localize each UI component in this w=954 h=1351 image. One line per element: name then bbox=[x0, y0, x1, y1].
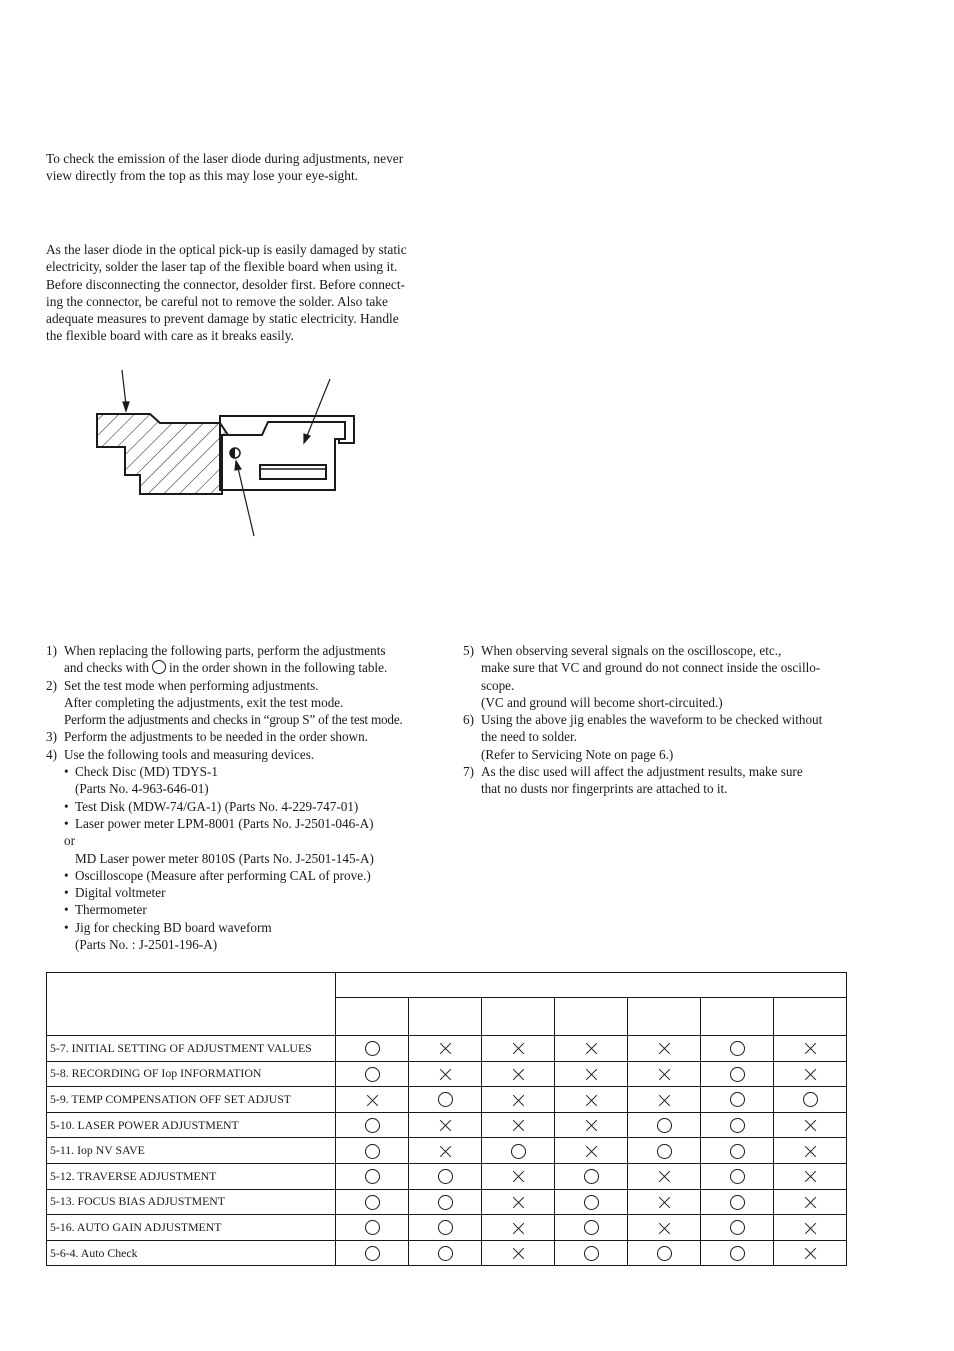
table-header-group bbox=[336, 973, 847, 998]
laser-warning-note bbox=[46, 150, 427, 185]
table-cell bbox=[555, 1138, 628, 1164]
circle-mark-icon bbox=[365, 1246, 380, 1261]
table-row-label: 5-11. Iop NV SAVE bbox=[47, 1138, 336, 1164]
circle-mark-icon bbox=[365, 1195, 380, 1210]
cross-mark-icon bbox=[584, 1119, 598, 1133]
cross-mark-icon bbox=[803, 1119, 817, 1133]
tool-item: • Laser power meter LPM-8001 (Parts No. J-2501-046-A) bbox=[46, 815, 431, 832]
table-cell bbox=[555, 1189, 628, 1215]
table-cell bbox=[628, 1112, 701, 1138]
table-cell bbox=[409, 1189, 482, 1215]
table-cell bbox=[409, 1061, 482, 1087]
table-cell bbox=[774, 1061, 847, 1087]
tool-item-detail: (Parts No. 4-963-646-01) bbox=[75, 781, 209, 797]
table-cell bbox=[409, 1138, 482, 1164]
cross-mark-icon bbox=[365, 1093, 379, 1107]
list-item-continuation: that no dusts nor fingerprints are attached to it. bbox=[481, 781, 728, 797]
list-item-continuation: the need to solder. bbox=[481, 729, 577, 745]
cross-mark-icon bbox=[438, 1042, 452, 1056]
circle-mark-icon bbox=[657, 1246, 672, 1261]
circle-mark-icon bbox=[730, 1041, 745, 1056]
circle-mark-icon bbox=[438, 1195, 453, 1210]
table-cell bbox=[628, 1138, 701, 1164]
cross-mark-icon bbox=[438, 1068, 452, 1082]
tool-item: • Check Disc (MD) TDYS-1 bbox=[46, 763, 431, 780]
table-cell bbox=[336, 1061, 409, 1087]
table-cell bbox=[409, 1036, 482, 1062]
table-row-label: 5-16. AUTO GAIN ADJUSTMENT bbox=[47, 1215, 336, 1241]
table-cell bbox=[336, 1112, 409, 1138]
circle-mark-icon bbox=[657, 1118, 672, 1133]
list-item: 2) Set the test mode when performing adjustments. bbox=[46, 677, 319, 693]
list-item-continuation: (Refer to Servicing Note on page 6.) bbox=[481, 746, 674, 762]
circle-mark-icon bbox=[438, 1246, 453, 1261]
table-column-header bbox=[409, 998, 482, 1036]
table-cell bbox=[701, 1087, 774, 1113]
table-row bbox=[47, 1138, 847, 1164]
text-line: view directly from the top as this may lose your eye-sight. bbox=[46, 168, 359, 184]
table-cell bbox=[336, 1138, 409, 1164]
tool-item: • Jig for checking BD board waveform bbox=[46, 919, 431, 936]
cross-mark-icon bbox=[657, 1093, 671, 1107]
cross-mark-icon bbox=[657, 1221, 671, 1235]
cross-mark-icon bbox=[657, 1196, 671, 1210]
cross-mark-icon bbox=[511, 1170, 525, 1184]
list-item: 4) Use the following tools and measuring devices. bbox=[46, 746, 315, 762]
tool-item: • Thermometer bbox=[46, 901, 431, 918]
cross-mark-icon bbox=[438, 1144, 452, 1158]
table-cell bbox=[336, 1036, 409, 1062]
table-cell bbox=[336, 1163, 409, 1189]
table-cell bbox=[774, 1112, 847, 1138]
table-cell bbox=[628, 1189, 701, 1215]
circle-mark-icon bbox=[584, 1246, 599, 1261]
table-cell bbox=[409, 1087, 482, 1113]
table-cell bbox=[774, 1138, 847, 1164]
cross-mark-icon bbox=[511, 1119, 525, 1133]
cross-mark-icon bbox=[511, 1247, 525, 1261]
cross-mark-icon bbox=[803, 1247, 817, 1261]
cross-mark-icon bbox=[803, 1042, 817, 1056]
circle-mark-icon bbox=[365, 1144, 380, 1159]
cross-mark-icon bbox=[584, 1042, 598, 1056]
cross-mark-icon bbox=[657, 1170, 671, 1184]
table-cell bbox=[482, 1087, 555, 1113]
circle-mark-icon bbox=[730, 1118, 745, 1133]
table-cell bbox=[555, 1087, 628, 1113]
table-cell bbox=[628, 1036, 701, 1062]
connector-slot bbox=[260, 465, 326, 479]
table-row-label: 5-6-4. Auto Check bbox=[47, 1240, 336, 1266]
table-header-blank bbox=[47, 973, 336, 1036]
table-cell bbox=[774, 1215, 847, 1241]
table-cell bbox=[336, 1215, 409, 1241]
circle-mark-icon bbox=[365, 1169, 380, 1184]
table-cell bbox=[409, 1240, 482, 1266]
table-row bbox=[47, 1189, 847, 1215]
circle-mark-icon bbox=[730, 1169, 745, 1184]
table-row bbox=[47, 1240, 847, 1266]
tool-item-detail: (Parts No. : J-2501-196-A) bbox=[75, 937, 218, 953]
list-item-continuation: and checks with in the order shown in the following table. bbox=[64, 660, 388, 676]
cross-mark-icon bbox=[657, 1068, 671, 1082]
list-item-continuation: scope. bbox=[481, 677, 515, 693]
table-cell bbox=[555, 1215, 628, 1241]
cross-mark-icon bbox=[803, 1068, 817, 1082]
cross-mark-icon bbox=[803, 1144, 817, 1158]
table-column-header bbox=[701, 998, 774, 1036]
tool-item: • Test Disk (MDW-74/GA-1) (Parts No. 4-229-747-01) bbox=[46, 798, 431, 815]
circle-mark-icon bbox=[803, 1092, 818, 1107]
circle-mark-icon bbox=[730, 1195, 745, 1210]
table-cell bbox=[628, 1215, 701, 1241]
table-row bbox=[47, 1163, 847, 1189]
list-item-continuation: make sure that VC and ground do not connect inside the oscillo- bbox=[481, 660, 821, 676]
list-item: 6) Using the above jig enables the waveform to be checked without bbox=[463, 712, 823, 728]
cross-mark-icon bbox=[511, 1196, 525, 1210]
table-cell bbox=[336, 1189, 409, 1215]
table-cell bbox=[701, 1163, 774, 1189]
circle-mark-icon bbox=[511, 1144, 526, 1159]
cross-mark-icon bbox=[511, 1221, 525, 1235]
circle-mark-icon bbox=[365, 1041, 380, 1056]
table-cell bbox=[774, 1163, 847, 1189]
list-item: 7) As the disc used will affect the adjustment results, make sure bbox=[463, 764, 803, 780]
table-cell bbox=[555, 1240, 628, 1266]
table-cell bbox=[482, 1189, 555, 1215]
circle-mark-icon bbox=[438, 1169, 453, 1184]
text-line: the flexible board with care as it breaks easily. bbox=[46, 328, 294, 344]
tool-item: • Oscilloscope (Measure after performing CAL of prove.) bbox=[46, 867, 431, 884]
hatched-laser-tap bbox=[97, 414, 228, 494]
circle-mark-icon bbox=[657, 1144, 672, 1159]
table-cell bbox=[555, 1163, 628, 1189]
table-column-header bbox=[482, 998, 555, 1036]
table-row bbox=[47, 1112, 847, 1138]
table-cell bbox=[336, 1240, 409, 1266]
list-item: 3) Perform the adjustments to be needed in the order shown. bbox=[46, 729, 368, 745]
table-cell bbox=[482, 1036, 555, 1062]
table-row bbox=[47, 1061, 847, 1087]
table-cell bbox=[409, 1163, 482, 1189]
precautions-right-column bbox=[463, 642, 848, 798]
list-item: 1) When replacing the following parts, perform the adjustments bbox=[46, 643, 386, 658]
table-cell bbox=[555, 1036, 628, 1062]
cross-mark-icon bbox=[511, 1068, 525, 1082]
table-cell bbox=[701, 1138, 774, 1164]
text-line: ing the connector, be careful not to remove the solder. Also take bbox=[46, 293, 388, 309]
text-line: As the laser diode in the optical pick-up is easily damaged by static bbox=[46, 242, 407, 257]
table-cell bbox=[482, 1240, 555, 1266]
table-cell bbox=[409, 1112, 482, 1138]
table-cell bbox=[482, 1215, 555, 1241]
table-column-header bbox=[555, 998, 628, 1036]
table-cell bbox=[774, 1036, 847, 1062]
cross-mark-icon bbox=[511, 1042, 525, 1056]
table-cell bbox=[482, 1112, 555, 1138]
table-cell bbox=[628, 1087, 701, 1113]
table-row-label: 5-8. RECORDING OF Iop INFORMATION bbox=[47, 1061, 336, 1087]
table-cell bbox=[701, 1112, 774, 1138]
circle-mark-icon bbox=[365, 1220, 380, 1235]
circle-mark-icon bbox=[584, 1169, 599, 1184]
table-cell bbox=[482, 1138, 555, 1164]
cross-mark-icon bbox=[803, 1221, 817, 1235]
table-cell bbox=[336, 1087, 409, 1113]
table-cell bbox=[555, 1112, 628, 1138]
table-cell bbox=[482, 1163, 555, 1189]
cross-mark-icon bbox=[511, 1093, 525, 1107]
table-row bbox=[47, 1215, 847, 1241]
tool-alternative-word: or bbox=[64, 833, 75, 849]
table-row-label: 5-9. TEMP COMPENSATION OFF SET ADJUST bbox=[47, 1087, 336, 1113]
circle-mark-icon bbox=[584, 1195, 599, 1210]
cross-mark-icon bbox=[803, 1170, 817, 1184]
table-cell bbox=[701, 1036, 774, 1062]
cross-mark-icon bbox=[657, 1042, 671, 1056]
cross-mark-icon bbox=[584, 1068, 598, 1082]
circle-symbol-icon bbox=[152, 660, 166, 674]
cross-mark-icon bbox=[584, 1144, 598, 1158]
adjustment-order-table bbox=[46, 972, 847, 1266]
table-cell bbox=[774, 1240, 847, 1266]
circle-mark-icon bbox=[730, 1067, 745, 1082]
table-cell bbox=[628, 1163, 701, 1189]
table-row-label: 5-12. TRAVERSE ADJUSTMENT bbox=[47, 1163, 336, 1189]
table-column-header bbox=[628, 998, 701, 1036]
static-caution-note bbox=[46, 241, 427, 345]
table-cell bbox=[701, 1240, 774, 1266]
circle-mark-icon bbox=[438, 1220, 453, 1235]
table-header-row bbox=[47, 973, 847, 998]
cross-mark-icon bbox=[803, 1196, 817, 1210]
table-cell bbox=[628, 1061, 701, 1087]
cross-mark-icon bbox=[438, 1119, 452, 1133]
table-row bbox=[47, 1036, 847, 1062]
table-cell bbox=[774, 1087, 847, 1113]
table-cell bbox=[482, 1061, 555, 1087]
table-row-label: 5-13. FOCUS BIAS ADJUSTMENT bbox=[47, 1189, 336, 1215]
text-line: adequate measures to prevent damage by static electricity. Handle bbox=[46, 311, 399, 327]
table-cell bbox=[701, 1215, 774, 1241]
table-cell bbox=[555, 1061, 628, 1087]
table-cell bbox=[774, 1189, 847, 1215]
list-item-continuation: After completing the adjustments, exit the test mode. bbox=[64, 694, 344, 710]
flexible-board-diagram bbox=[90, 365, 370, 545]
list-item-continuation: (VC and ground will become short-circuited.) bbox=[481, 694, 723, 710]
tool-item-detail: MD Laser power meter 8010S (Parts No. J-2501-145-A) bbox=[75, 850, 374, 866]
cross-mark-icon bbox=[584, 1093, 598, 1107]
circle-mark-icon bbox=[438, 1092, 453, 1107]
text-line: electricity, solder the laser tap of the flexible board when using it. bbox=[46, 259, 398, 275]
circle-mark-icon bbox=[584, 1220, 599, 1235]
table-cell bbox=[628, 1240, 701, 1266]
list-item: 5) When observing several signals on the oscilloscope, etc., bbox=[463, 643, 782, 658]
text-line: To check the emission of the laser diode during adjustments, never bbox=[46, 151, 404, 166]
text-line: Before disconnecting the connector, desolder first. Before connect- bbox=[46, 276, 406, 292]
circle-mark-icon bbox=[730, 1220, 745, 1235]
circle-mark-icon bbox=[730, 1246, 745, 1261]
circle-mark-icon bbox=[730, 1144, 745, 1159]
precautions-left-column bbox=[46, 642, 431, 953]
table-cell bbox=[701, 1061, 774, 1087]
table-cell bbox=[409, 1215, 482, 1241]
tool-item: • Digital voltmeter bbox=[46, 884, 431, 901]
circle-mark-icon bbox=[730, 1092, 745, 1107]
solder-point bbox=[230, 448, 240, 458]
table-row-label: 5-7. INITIAL SETTING OF ADJUSTMENT VALUES bbox=[47, 1036, 336, 1062]
table-row-label: 5-10. LASER POWER ADJUSTMENT bbox=[47, 1112, 336, 1138]
list-item-continuation: Perform the adjustments and checks in “group S” of the test mode. bbox=[64, 712, 403, 728]
table-row bbox=[47, 1087, 847, 1113]
table-column-header bbox=[336, 998, 409, 1036]
table-column-header bbox=[774, 998, 847, 1036]
circle-mark-icon bbox=[365, 1118, 380, 1133]
table-cell bbox=[701, 1189, 774, 1215]
circle-mark-icon bbox=[365, 1067, 380, 1082]
